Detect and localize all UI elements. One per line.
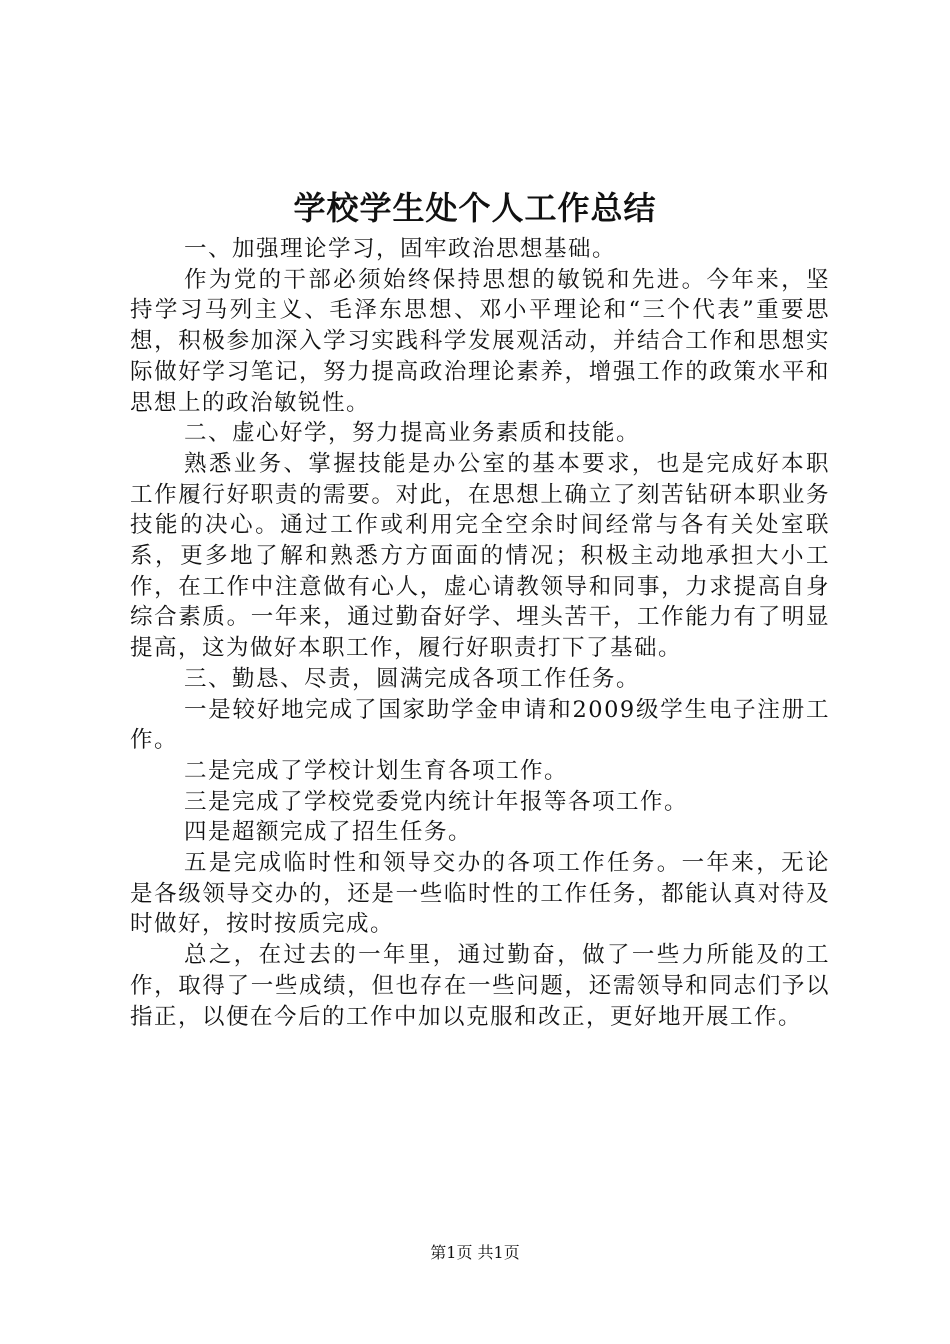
conclusion-paragraph: 总之，在过去的一年里，通过勤奋，做了一些力所能及的工作，取得了一些成绩，但也存在一些问题，还需领导和同志们予以指正，以便在今后的工作中加以克服和改正，更好地开展工作。: [130, 942, 830, 1030]
section-heading-2: 二、虚心好学，努力提高业务素质和技能。: [184, 420, 641, 447]
list-item: 四是超额完成了招生任务。: [184, 819, 473, 846]
list-item: 五是完成临时性和领导交办的各项工作任务。一年来，无论是各级领导交办的，还是一些临时性的工作任务，都能认真对待及时做好，按时按质完成。: [130, 850, 830, 938]
body-paragraph: 作为党的干部必须始终保持思想的敏锐和先进。今年来，坚持学习马列主义、毛泽东思想、邓小平理论和“三个代表”重要思想，积极参加深入学习实践科学发展观活动，并结合工作和思想实际做好学习笔记，努力提高政治理论素养，增强工作的政策水平和思想上的政治敏锐性。: [130, 266, 830, 416]
section-heading-3: 三、勤恳、尽责，圆满完成各项工作任务。: [184, 665, 641, 692]
list-item: 一是较好地完成了国家助学金申请和2009级学生电子注册工作。: [130, 696, 830, 754]
document-title: 学校学生处个人工作总结: [293, 189, 657, 227]
section-heading-1: 一、加强理论学习，固牢政治思想基础。: [184, 236, 617, 262]
list-item: 三是完成了学校党委党内统计年报等各项工作。: [184, 788, 689, 815]
page-number-footer: 第1页 共1页: [430, 1243, 520, 1262]
body-paragraph: 熟悉业务、掌握技能是办公室的基本要求，也是完成好本职工作履行好职责的需要。对此，在思想上确立了刻苦钻研本职业务技能的决心。通过工作或利用完全空余时间经常与各有关处室联系，更多地了解和熟悉方方面面的情况；积极主动地承担大小工作，在工作中注意做有心人，虚心请教领导和同事，力求提高自身综合素质。一年来，通过勤奋好学、埋头苦干，工作能力有了明显提高，这为做好本职工作，履行好职责打下了基础。: [130, 450, 830, 662]
list-item: 二是完成了学校计划生育各项工作。: [184, 757, 569, 784]
document-body: [130, 234, 830, 1032]
